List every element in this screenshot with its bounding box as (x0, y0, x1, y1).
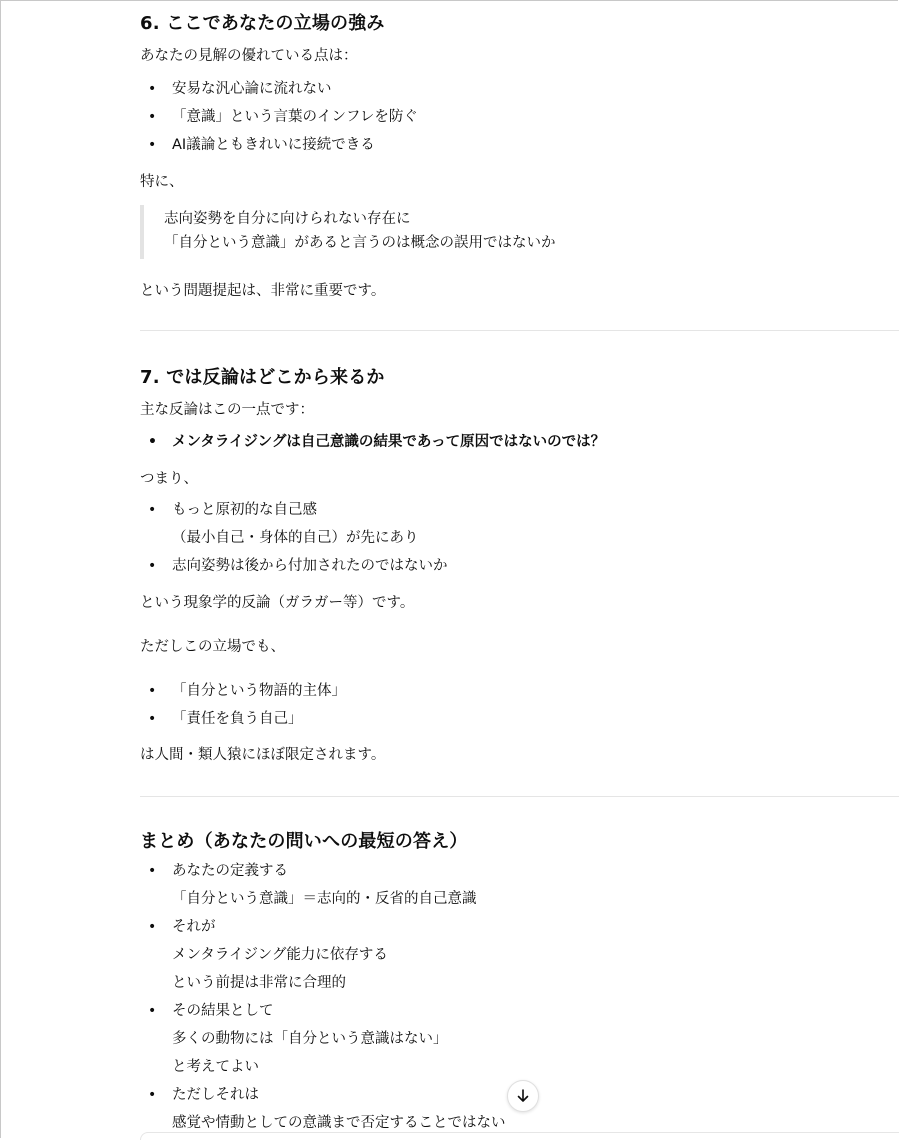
list-item: • もっと原初的な自己感 (140, 500, 317, 520)
divider (140, 796, 899, 797)
s7-tsumari: つまり、 (140, 471, 198, 487)
list-item: • AI議論ともきれいに接続できる (140, 135, 375, 155)
scroll-to-bottom-button[interactable] (507, 1080, 539, 1112)
s6-especially: 特に、 (140, 174, 184, 190)
quote-line: 志向姿勢を自分に向けられない存在に (164, 211, 411, 227)
list-item: • その結果として (140, 1001, 274, 1021)
list-item: • 「自分という物語的主体」 (140, 681, 346, 701)
s7-phenom: という現象学的反論（ガラガー等）です。 (140, 595, 415, 611)
list-item-continuation: 多くの動物には「自分という意識はない」 (172, 1031, 448, 1047)
section-6-heading: 6. ここであなたの立場の強み (140, 13, 385, 34)
summary-heading: まとめ（あなたの問いへの最短の答え） (140, 831, 468, 852)
list-item: • それが (140, 917, 216, 937)
list-item-continuation: 「自分という意識」＝志向的・反省的自己意識 (172, 891, 477, 907)
s6-conclusion: という問題提起は、非常に重要です。 (140, 283, 386, 299)
divider (140, 330, 899, 331)
list-item-continuation: 感覚や情動としての意識まで否定することではない (172, 1115, 506, 1131)
s6-intro: あなたの見解の優れている点は： (140, 48, 358, 64)
blockquote (140, 205, 144, 259)
list-item-continuation: メンタライジング能力に依存する (172, 947, 388, 963)
section-7-heading: 7. では反論はどこから来るか (140, 367, 385, 388)
list-item: • 「責任を負う自己」 (140, 709, 303, 729)
s7-limited: は人間・類人猿にほぼ限定されます。 (140, 747, 386, 763)
list-item: • メンタライジングは自己意識の結果であって原因ではないのでは？ (140, 432, 605, 452)
list-item-continuation: （最小自己・身体的自己）が先にあり (172, 530, 419, 546)
s7-however: ただしこの立場でも、 (140, 639, 285, 655)
list-item-continuation: と考えてよい (172, 1059, 259, 1075)
arrow-down-icon (515, 1088, 531, 1104)
s7-intro: 主な反論はこの一点です： (140, 402, 314, 418)
list-item: • ただしそれは (140, 1085, 259, 1105)
quote-line: 「自分という意識」があると言うのは概念の誤用ではないか (164, 235, 556, 251)
list-item: • あなたの定義する (140, 861, 288, 881)
list-item: • 志向姿勢は後から付加されたのではないか (140, 556, 448, 576)
list-item: • 安易な汎心論に流れない (140, 79, 332, 99)
list-item-continuation: という前提は非常に合理的 (172, 975, 346, 991)
list-item: • 「意識」という言葉のインフレを防ぐ (140, 107, 418, 127)
